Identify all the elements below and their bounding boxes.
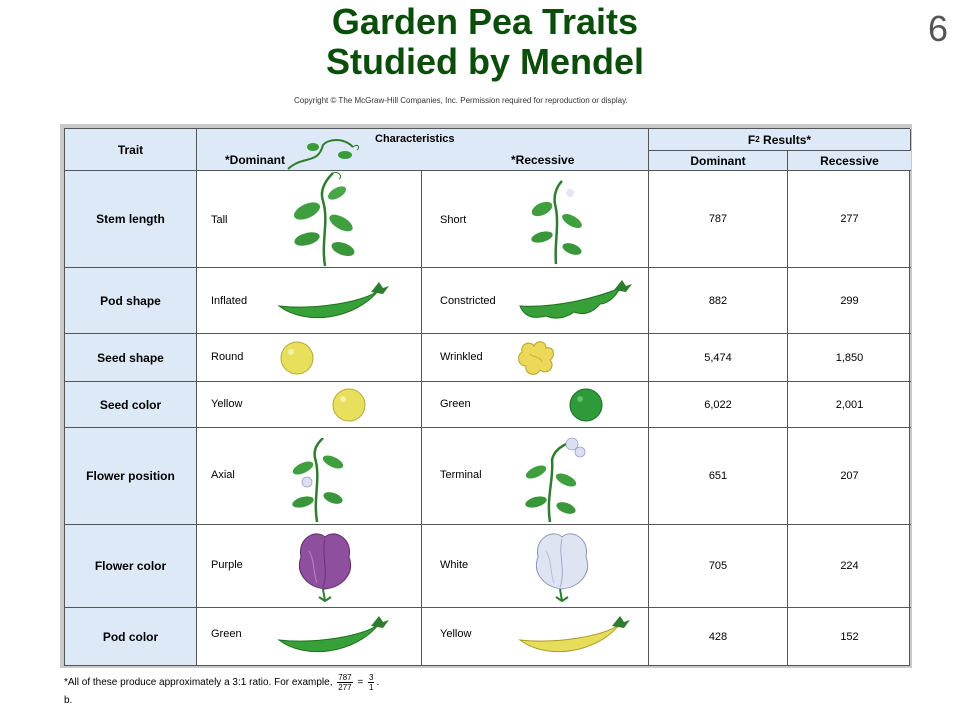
fraction-numerator: 3: [369, 673, 374, 682]
f2-recessive-cell: 1,850: [788, 334, 911, 382]
footnote-end: .: [376, 677, 380, 689]
copyright-notice: Copyright © The McGraw-Hill Companies, Inc. Permission required for reproduction or display.: [294, 96, 628, 105]
fraction-denominator: 277: [338, 683, 352, 692]
fraction-3-1: [368, 673, 374, 692]
recessive-cell: [422, 334, 649, 382]
recessive-cell: [422, 525, 649, 608]
f2-dominant-cell: 428: [649, 608, 788, 665]
header-dominant-label: *Dominant: [225, 153, 285, 167]
f2-dominant-cell: 787: [649, 171, 788, 268]
recessive-cell: [422, 268, 649, 334]
f2-dominant-cell: 5,474: [649, 334, 788, 382]
f2-recessive-cell: 299: [788, 268, 911, 334]
yellow-pod-icon: [516, 610, 632, 662]
dominant-label: Green: [211, 628, 242, 640]
header-characteristics-label: Characteristics: [375, 133, 455, 145]
f2-dominant-cell: 705: [649, 525, 788, 608]
title-line-2: Studied by Mendel: [325, 41, 645, 82]
table-row-trait: Flower color: [65, 525, 197, 608]
header-characteristics: [197, 129, 649, 171]
dominant-label: Inflated: [211, 295, 248, 307]
footnote-text: *All of these produce approximately a 3:1 ratio. For example,: [64, 677, 333, 689]
header-f2-sub: 2: [755, 135, 760, 144]
recessive-cell: [422, 428, 649, 525]
dominant-cell: [197, 525, 422, 608]
recessive-label: Terminal: [440, 469, 482, 481]
terminal-flower-plant-icon: [516, 432, 596, 522]
header-f2-results: [649, 129, 911, 151]
slide-number: 6: [927, 8, 948, 49]
recessive-label: White: [440, 559, 469, 571]
short-pea-plant-icon: [522, 179, 592, 265]
dominant-label: Yellow: [211, 398, 243, 410]
green-pod-icon: [275, 610, 391, 662]
fraction-denominator: 1: [369, 683, 374, 692]
dominant-cell: [197, 382, 422, 428]
header-trait: [65, 129, 197, 171]
white-flower-icon: [530, 527, 594, 605]
header-f2-prefix: F: [747, 132, 756, 147]
header-f2-recessive-label: Recessive: [820, 153, 879, 168]
f2-recessive-cell: 207: [788, 428, 911, 525]
dominant-cell: [197, 334, 422, 382]
recessive-label: Short: [440, 214, 467, 226]
fraction-787-277: [337, 673, 352, 692]
tall-pea-plant-icon: [277, 171, 367, 267]
recessive-cell: [422, 171, 649, 268]
f2-recessive-cell: 277: [788, 171, 911, 268]
f2-dominant-cell: 6,022: [649, 382, 788, 428]
dominant-cell: [197, 171, 422, 268]
table-row-trait: Flower position: [65, 428, 197, 525]
header-trait-label: Trait: [117, 142, 144, 157]
round-yellow-seed-icon: [279, 340, 315, 376]
mendel-traits-table: [64, 128, 910, 666]
table-row-trait: Pod shape: [65, 268, 197, 334]
dominant-label: Tall: [211, 214, 228, 226]
header-f2-dominant-label: Dominant: [690, 153, 746, 168]
f2-dominant-cell: 882: [649, 268, 788, 334]
recessive-cell: [422, 382, 649, 428]
f2-recessive-cell: 224: [788, 525, 911, 608]
table-row-trait: Pod color: [65, 608, 197, 665]
axial-flower-plant-icon: [287, 438, 351, 522]
footnote-equals: =: [357, 677, 364, 689]
recessive-label: Constricted: [440, 295, 496, 307]
recessive-cell: [422, 608, 649, 665]
f2-recessive-cell: 2,001: [788, 382, 911, 428]
recessive-label: Wrinkled: [440, 351, 483, 363]
dominant-label: Purple: [211, 559, 243, 571]
dominant-label: Axial: [211, 469, 235, 481]
recessive-label: Yellow: [440, 628, 472, 640]
f2-recessive-cell: 152: [840, 630, 859, 643]
inflated-green-pod-icon: [275, 276, 391, 328]
fraction-numerator: 787: [338, 673, 352, 682]
dominant-cell: [197, 268, 422, 334]
dominant-cell: [197, 608, 422, 665]
wrinkled-yellow-seed-icon: [516, 338, 558, 378]
purple-flower-icon: [293, 527, 357, 605]
dominant-label: Round: [211, 351, 244, 363]
header-f2-suffix: Results*: [759, 132, 812, 147]
recessive-label: Green: [440, 398, 471, 410]
header-f2-recessive: [788, 151, 911, 171]
header-recessive-label: *Recessive: [511, 153, 575, 167]
panel-label: b.: [64, 695, 73, 706]
header-f2-dominant: [649, 151, 788, 171]
f2-dominant-cell: 651: [649, 428, 788, 525]
table-row-trait: Seed shape: [65, 334, 197, 382]
constricted-green-pod-icon: [516, 274, 632, 328]
table-row-trait: Seed color: [65, 382, 197, 428]
header-tendril-icon: [283, 135, 363, 171]
title-line-1: Garden Pea Traits: [331, 1, 639, 42]
green-seed-icon: [568, 387, 604, 423]
yellow-seed-icon: [331, 387, 367, 423]
dominant-cell: [197, 428, 422, 525]
slide-title: [240, 2, 730, 82]
table-row-trait: Stem length: [65, 171, 197, 268]
footnote: [64, 673, 379, 692]
